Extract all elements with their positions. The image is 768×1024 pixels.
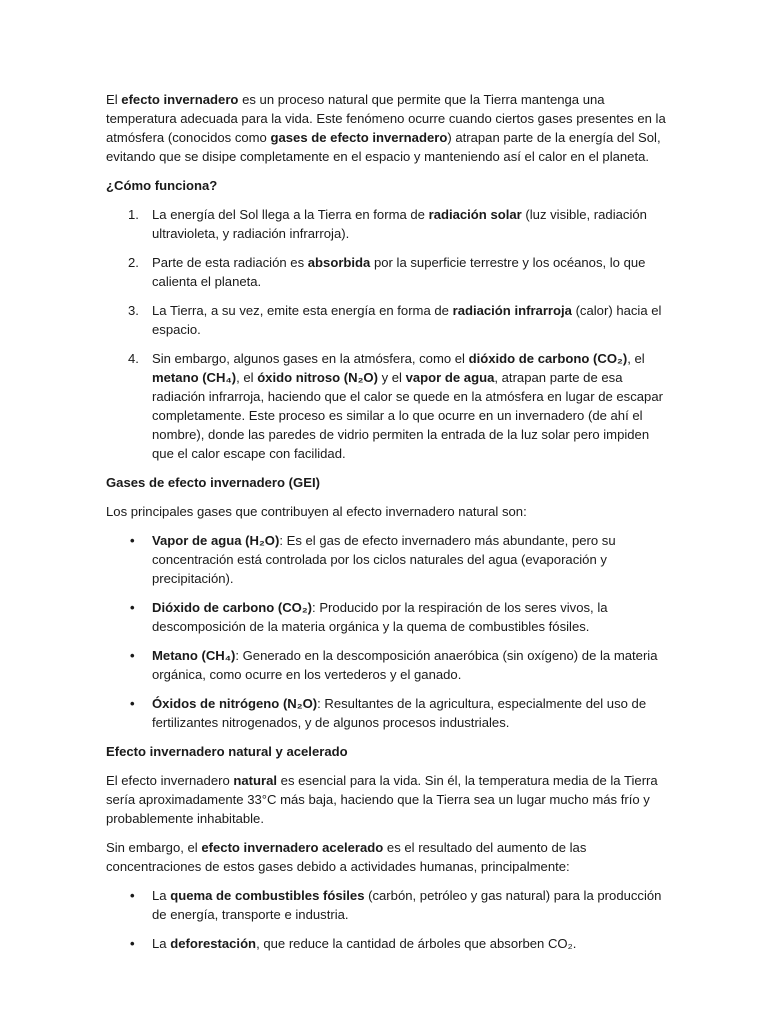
gas-description: : Es el gas de efecto invernadero más abundante, pero su concentración está controlada por los ciclos naturales del agua (evaporación y precipitación).	[152, 533, 616, 586]
step-text: La energía del Sol llega a la Tierra en forma de	[152, 207, 429, 222]
list-item	[106, 646, 668, 684]
intro-bold-1: efecto invernadero	[121, 92, 239, 107]
bullet-icon: •	[130, 936, 135, 951]
human-activities-list	[106, 886, 668, 953]
activity-bold: deforestación	[170, 936, 257, 951]
step-text: , atrapan parte de esa radiación infrarroja, haciendo que el calor se quede en la atmósfera en lugar de escapar completamente. Este proceso es similar a lo que ocurre en un invernadero (de ahí el nombre), donde las paredes de vidrio permiten la entrada de la luz solar pero impiden que el calor escape con facilidad.	[152, 370, 663, 461]
activity-text: La	[152, 936, 171, 951]
list-item	[106, 349, 668, 463]
gas-name: Óxidos de nitrógeno (N₂O)	[152, 696, 318, 711]
list-item	[106, 598, 668, 636]
section-heading-accel: Efecto invernadero natural y acelerado	[106, 744, 348, 759]
list-number: 3.	[128, 303, 139, 318]
accel-text: El efecto invernadero	[106, 773, 234, 788]
step-text: , el	[627, 351, 645, 366]
step-text: Parte de esta radiación es	[152, 255, 308, 270]
list-number: 2.	[128, 255, 139, 270]
step-bold: metano (CH₄)	[152, 370, 237, 385]
list-item	[106, 934, 668, 953]
step-bold: radiación solar	[428, 207, 522, 222]
activity-text: (carbón, petróleo y gas natural) para la producción de energía, transporte e industria.	[152, 888, 662, 922]
list-item	[106, 253, 668, 291]
accel-paragraph-accelerated	[106, 838, 668, 876]
list-item	[106, 694, 668, 732]
gas-name: Vapor de agua (H₂O)	[152, 533, 280, 548]
step-bold: vapor de agua	[405, 370, 495, 385]
intro-text-2: es un proceso natural que permite que la Tierra mantenga una temperatura adecuada para la vida. Este fenómeno ocurre cuando ciertos gases presentes en la atmósfera (conocidos como	[106, 92, 666, 145]
accel-text: Sin embargo, el	[106, 840, 202, 855]
accel-text: es esencial para la vida. Sin él, la temperatura media de la Tierra sería aproximadamente 33°C más baja, haciendo que la Tierra sea un lugar mucho más frío y probablemente inhabitable.	[106, 773, 658, 826]
step-bold: absorbida	[307, 255, 371, 270]
activity-text: , que reduce la cantidad de árboles que absorben CO₂.	[256, 936, 577, 951]
bullet-icon: •	[130, 600, 135, 615]
intro-text-1: El	[106, 92, 122, 107]
step-text: (calor) hacia el espacio.	[152, 303, 662, 337]
step-bold: óxido nitroso (N₂O)	[257, 370, 378, 385]
gas-name: Metano (CH₄)	[152, 648, 236, 663]
gei-gases-list	[106, 531, 668, 732]
gas-description: : Resultantes de la agricultura, especialmente del uso de fertilizantes nitrogenados, y de algunos procesos industriales.	[152, 696, 647, 730]
gas-description: : Producido por la respiración de los seres vivos, la descomposición de la materia orgánica y la quema de combustibles fósiles.	[152, 600, 608, 634]
list-item	[106, 531, 668, 588]
list-item	[106, 301, 668, 339]
step-text: , el	[236, 370, 258, 385]
bullet-icon: •	[130, 648, 135, 663]
intro-paragraph	[106, 90, 668, 166]
list-number: 4.	[128, 351, 139, 366]
step-text: y el	[377, 370, 406, 385]
step-text: (luz visible, radiación ultravioleta, y radiación infrarroja).	[152, 207, 647, 241]
how-steps-list	[106, 205, 668, 463]
bullet-icon: •	[130, 696, 135, 711]
activity-text: La	[152, 888, 171, 903]
gas-name: Dióxido de carbono (CO₂)	[152, 600, 313, 615]
gas-description: : Generado en la descomposición anaeróbica (sin oxígeno) de la materia orgánica, como ocurre en los vertederos y el ganado.	[152, 648, 658, 682]
section-heading-gei: Gases de efecto invernadero (GEI)	[106, 475, 320, 490]
intro-bold-2: gases de efecto invernadero	[270, 130, 448, 145]
list-item	[106, 886, 668, 924]
activity-bold: quema de combustibles fósiles	[170, 888, 365, 903]
step-text: por la superficie terrestre y los océanos, lo que calienta el planeta.	[152, 255, 646, 289]
bullet-icon: •	[130, 888, 135, 903]
intro-text-3: ) atrapan parte de la energía del Sol, evitando que se disipe completamente en el espacio y manteniendo así el calor en el planeta.	[106, 130, 661, 164]
step-text: Sin embargo, algunos gases en la atmósfera, como el	[152, 351, 469, 366]
list-item	[106, 205, 668, 243]
step-bold: dióxido de carbono (CO₂)	[468, 351, 628, 366]
gei-intro: Los principales gases que contribuyen al efecto invernadero natural son:	[106, 504, 527, 519]
accel-text: es el resultado del aumento de las concentraciones de estos gases debido a actividades humanas, principalmente:	[106, 840, 587, 874]
section-heading-how: ¿Cómo funciona?	[106, 178, 218, 193]
step-bold: radiación infrarroja	[452, 303, 572, 318]
list-number: 1.	[128, 207, 139, 222]
accel-paragraph-natural	[106, 771, 668, 828]
accel-bold: efecto invernadero acelerado	[201, 840, 384, 855]
accel-bold: natural	[233, 773, 278, 788]
step-text: La Tierra, a su vez, emite esta energía en forma de	[152, 303, 453, 318]
bullet-icon: •	[130, 533, 135, 548]
